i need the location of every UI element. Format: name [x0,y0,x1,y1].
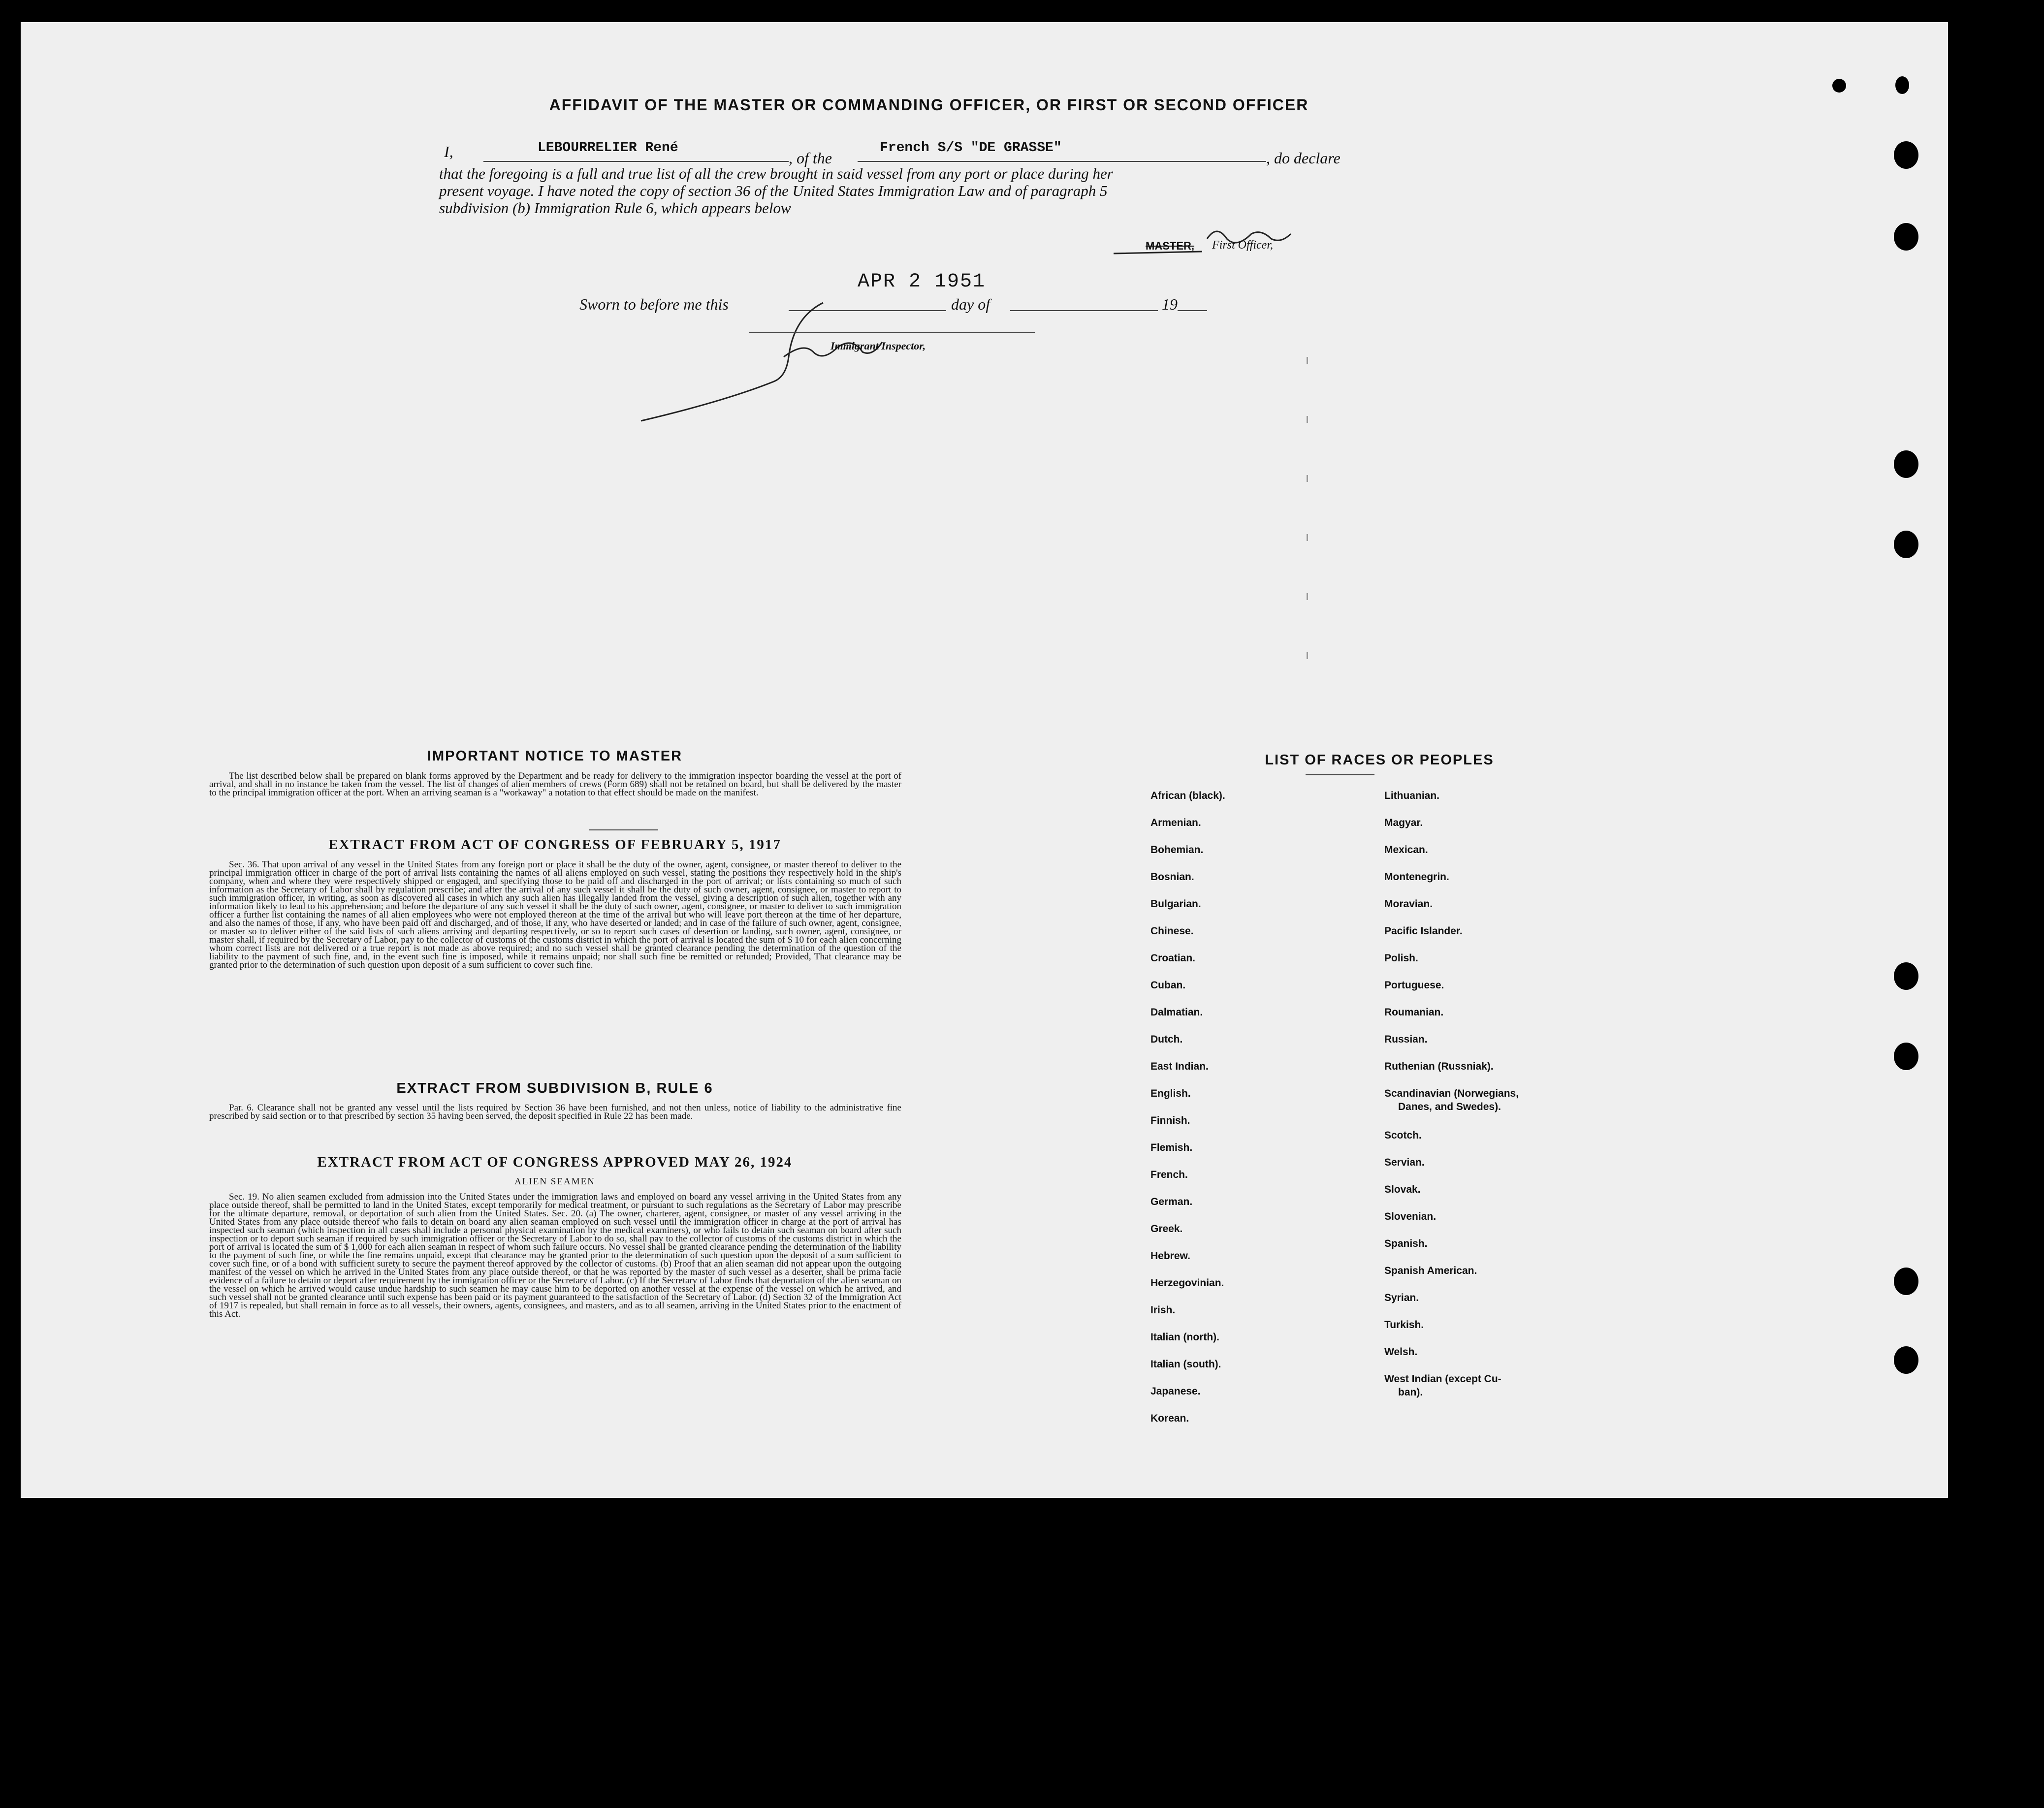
race-item: Spanish American. [1384,1265,1477,1276]
race-item: Korean. [1150,1413,1189,1424]
divider [589,829,658,830]
officer-title: First Officer, [1212,239,1273,252]
affidavit-line-3: present voyage. I have noted the copy of section 36 of the United States Immigration Law and of paragraph 5 [439,182,1108,199]
race-item: Greek. [1150,1223,1183,1235]
race-item: Slovenian. [1384,1211,1437,1222]
race-item: Syrian. [1384,1292,1419,1303]
extract-1924-title: EXTRACT FROM ACT OF CONGRESS APPROVED MAY 26, 1924 [317,1154,793,1170]
race-item: Italian (north). [1150,1332,1219,1343]
race-item: Finnish. [1150,1115,1190,1126]
struck-text: MASTER, [1146,240,1194,252]
race-item: Moravian. [1384,898,1433,910]
day-of-text: day of [951,295,990,313]
race-item: Turkish. [1384,1319,1424,1331]
document-page [21,22,1948,1498]
race-item: Bohemian. [1150,844,1204,856]
month-underline [1010,310,1158,311]
inspector-underline [749,332,1035,333]
binder-hole [1894,531,1918,558]
extract-rule6-body: Par. 6. Clearance shall not be granted any vessel until the lists required by Section 36 have been furnished, and not then unless, notice of liability to the administrative fine prescribed by said section or to that prescribed by section 35 having been served, the deposit specified in Rule 22 has been made. [209,1103,901,1121]
affidavit-i: I, [444,143,453,160]
extract-rule6-title: EXTRACT FROM SUBDIVISION B, RULE 6 [396,1080,713,1096]
binder-hole [1894,962,1918,990]
do-declare-text: , do declare [1266,149,1341,167]
sworn-text: Sworn to before me this [579,295,729,313]
inspector-signature [626,298,931,431]
race-item: French. [1150,1169,1188,1180]
race-item: Hebrew. [1150,1250,1190,1262]
year-text: 19 [1162,295,1178,313]
binder-hole [1894,141,1918,169]
notice-body: The list described below shall be prepared on blank forms approved by the Department and be ready for delivery to the immigration inspector boarding the vessel at the port of arrival, and shall in no instance be taken from the vessel. The list of changes of alien members of crews (Form 689) shall not be retained on board, but shall be delivered by the master to the principal immigration officer at the port. When an arriving seaman is a "workaway" a notation to that effect should be made on the manifest. [209,771,901,798]
binder-hole [1895,76,1909,94]
race-item: Spanish. [1384,1238,1428,1249]
date-stamp: APR 2 1951 [858,271,986,293]
race-item: Lithuanian. [1384,790,1439,801]
binder-hole [1894,1346,1918,1374]
binder-hole [1894,1268,1918,1295]
race-item: Magyar. [1384,817,1423,828]
race-item: Irish. [1150,1304,1176,1316]
race-item: Roumanian. [1384,1007,1444,1018]
race-item: Scotch. [1384,1130,1422,1141]
master-name: LEBOURRELIER René [538,140,678,156]
races-title-underline [1306,774,1374,775]
race-item: Armenian. [1150,817,1201,828]
affidavit-title: AFFIDAVIT OF THE MASTER OR COMMANDING OFFICER, OR FIRST OR SECOND OFFICER [549,96,1309,114]
race-item: Ruthenian (Russniak). [1384,1061,1494,1072]
affidavit-line-2: that the foregoing is a full and true list of all the crew brought in said vessel from any port or place during her [439,165,1113,182]
race-item: Italian (south). [1150,1359,1221,1370]
race-item: Servian. [1384,1157,1425,1168]
binder-hole [1832,79,1846,93]
inspector-title: Immigrant Inspector, [830,340,926,352]
race-item: Cuban. [1150,980,1186,991]
race-item: Japanese. [1150,1386,1201,1397]
vessel-underline [858,161,1266,162]
race-item: Slovak. [1384,1184,1421,1195]
race-item: Croatian. [1150,952,1196,964]
binder-hole [1894,223,1918,251]
race-item: Dutch. [1150,1034,1183,1045]
year-underline [1178,310,1207,311]
race-item: German. [1150,1196,1193,1207]
notice-title: IMPORTANT NOTICE TO MASTER [427,748,683,764]
race-item: Bosnian. [1150,871,1194,883]
race-item: Herzegovinian. [1150,1277,1224,1289]
race-item: Polish. [1384,952,1418,964]
extract-1924-subtitle: ALIEN SEAMEN [514,1176,595,1187]
officer-signature [1104,219,1310,263]
binder-hole [1894,450,1918,478]
extract-1917-body: Sec. 36. That upon arrival of any vessel in the United States from any foreign port or place it shall be the duty of the owner, agent, consignee, or master thereof to deliver to the principal immigration officer in charge of the port of arrival lists containing the names of all aliens employed on such vessel, stating the positions they respectively hold in the ship's company, when and where they were respectively shipped or engaged, and specifying those to be paid off and discharged in the port of arrival; or lists containing so much of such information as the Secretary of Labor shall by regulation prescribe; and after the arrival of any such vessel it shall be the duty of such owner, agent, consignee, or master to report to such immigration officer, in writing, as soon as discovered all cases in which any such alien has illegally landed from the vessel, giving a description of such alien, together with any information likely to lead to his apprehension; and before the departure of any such vessel it shall be the duty of such owner, agent, consignee, or master to deliver to such immigration officer a further list containing the names of all alien employees who were not employed thereon at the time of the arrival but who will leave port thereon at the time of her departure, and also the names of those, if any, who have been paid off and discharged, and of those, if any, who have deserted or landed; and in case of the failure of such owner, agent, consignee, or master so to deliver either of the said lists of such aliens arriving and departing respectively, or so to report such cases of desertion or landing, such owner, agent, consignee, or master shall, if required by the Secretary of Labor, pay to the collector of customs of the customs district in which the port of arrival is located the sum of $ 10 for each alien concerning whom correct lists are not delivered or a true report is not made as above required; and no such vessel shall be granted clearance pending the determination of the question of the liability to the payment of such fine, and, in the event such fine is imposed, while it remains unpaid; nor shall such fine be remitted or refunded; Provided, That clearance may be granted prior to the determination of such question upon deposit of a sum sufficient to cover such fine. [209,859,901,970]
extract-1917-title: EXTRACT FROM ACT OF CONGRESS OF FEBRUARY 5, 1917 [328,837,781,853]
affidavit-line-4: subdivision (b) Immigration Rule 6, which appears below [439,199,791,217]
race-item: Chinese. [1150,925,1194,937]
race-item: Welsh. [1384,1346,1418,1358]
race-item: Flemish. [1150,1142,1193,1153]
race-item: Russian. [1384,1034,1428,1045]
name-underline [483,161,789,162]
race-item: West Indian (except Cu- [1384,1373,1501,1385]
race-item: Scandinavian (Norwegians, [1384,1088,1519,1099]
race-item: English. [1150,1088,1191,1099]
of-the-text: , of the [789,149,832,167]
race-item: Montenegrin. [1384,871,1449,883]
race-item: Bulgarian. [1150,898,1201,910]
binder-hole [1894,1043,1918,1070]
race-item: East Indian. [1150,1061,1209,1072]
race-item: ban). [1398,1387,1423,1398]
race-item: Pacific Islander. [1384,925,1463,937]
race-item: African (black). [1150,790,1225,801]
races-title: LIST OF RACES OR PEOPLES [1265,752,1494,768]
vessel-name: French S/S "DE GRASSE" [880,140,1062,156]
race-item: Dalmatian. [1150,1007,1203,1018]
extract-1924-body: Sec. 19. No alien seamen excluded from admission into the United States under the immigration laws and employed on board any vessel arriving in the United States from any place outside thereof, shall be permitted to land in the United States, except temporarily for medical treatment, or pursuant to such regulations as the Secretary of Labor may prescribe for the ultimate departure, removal, or deportation of such alien from the United States. Sec. 20. (a) The owner, charterer, agent, consignee, or master of any vessel arriving in the United States from any place outside thereof who fails to detain on board any alien seaman employed on such vessel until the immigration officer in charge at the port of arrival has inspected such seaman (which inspection in all cases shall include a personal physical examination by the medical examiners), or who fails to detain such seaman on board after such inspection or to deport such seaman if required by such immigration officer or the Secretary of Labor to do so, shall pay to the collector of customs of the customs district in which the port of arrival is located the sum of $ 1,000 for each alien seaman in respect of whom such failure occurs. No vessel shall be granted clearance pending the determination of the liability to the payment of such fine, or while the fine remains unpaid, except that clearance may be granted prior to the determination of such question upon the deposit of a sum sufficient to cover such fine, or of a bond with sufficient surety to secure the payment thereof approved by the collector of customs. (b) Proof that an alien seaman did not appear upon the outgoing manifest of the vessel on which he arrived in the United States from any place outside thereof, or that he was reported by the master of such vessel as a deserter, shall be prima facie evidence of a failure to detain or deport after requirement by the immigration officer or the Secretary of Labor. (c) If the Secretary of Labor finds that deportation of the alien seaman on the vessel on which he arrived would cause undue hardship to such seamen he may cause him to be deported on another vessel at the expense of the vessel on which he arrived, and such vessel shall not be granted clearance until such expense has been paid or its payment guaranteed to the satisfaction of the Secretary of Labor. (d) Section 32 of the Immigration Act of 1917 is repealed, but shall remain in force as to all vessels, their owners, agents, consignees, and masters, and as to all seamen, arriving in the United States prior to the enactment of this Act. [209,1192,901,1319]
race-item: Danes, and Swedes). [1398,1101,1501,1112]
race-item: Mexican. [1384,844,1428,856]
race-item: Portuguese. [1384,980,1444,991]
